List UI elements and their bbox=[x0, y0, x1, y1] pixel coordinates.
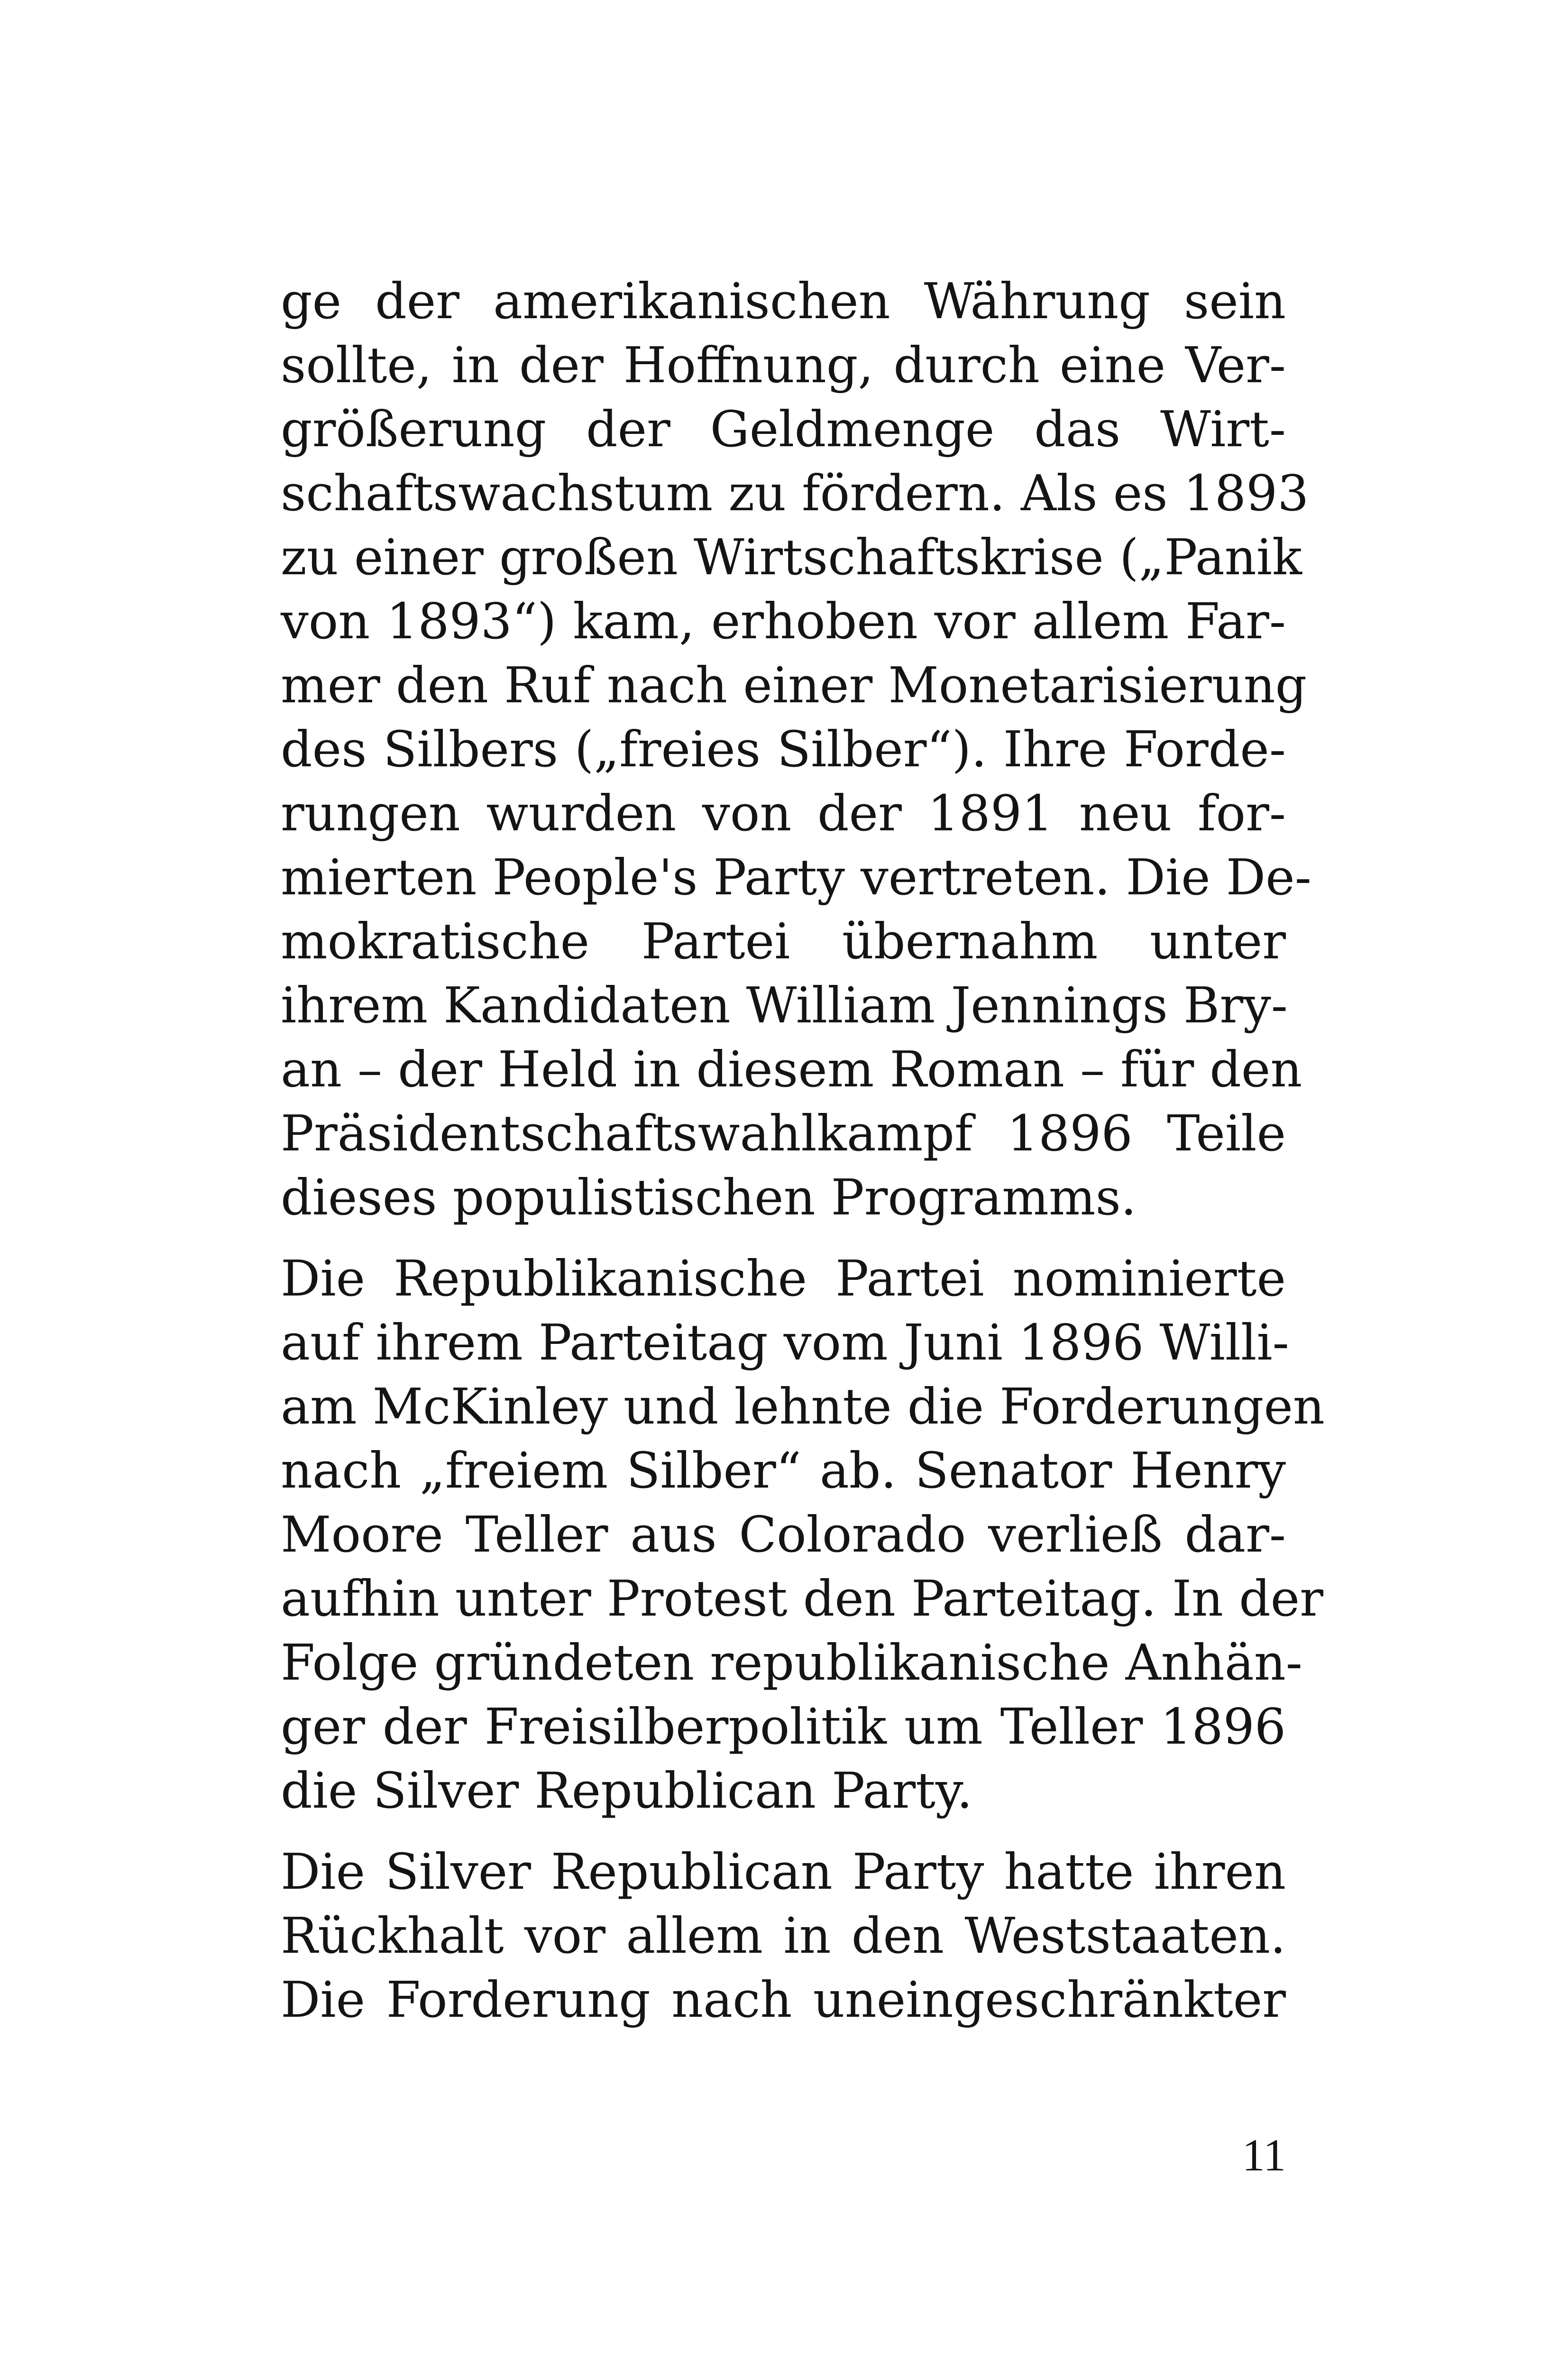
paragraph-1 bbox=[281, 269, 1311, 1230]
text-line: Die Silver Republican Party hatte ihren bbox=[281, 1843, 1286, 1901]
text-line: schaftswachstum zu fördern. Als es 1893 bbox=[281, 464, 1309, 522]
text-line: Folge gründeten republikanische Anhän- bbox=[281, 1634, 1302, 1691]
text-line: ger der Freisilberpolitik um Teller 1896 bbox=[281, 1698, 1286, 1755]
text-line: nach „freiem Silber“ ab. Senator Henry bbox=[281, 1442, 1286, 1499]
text-line: ihrem Kandidaten William Jennings Bry- bbox=[281, 976, 1288, 1034]
text-line: zu einer großen Wirtschaftskrise („Panik bbox=[281, 528, 1302, 586]
text-line: Die Forderung nach uneingeschränkter bbox=[281, 1971, 1286, 2029]
body-text bbox=[281, 269, 1325, 2032]
text-line: an – der Held in diesem Roman – für den bbox=[281, 1040, 1302, 1098]
text-line: rungen wurden von der 1891 neu for- bbox=[281, 784, 1286, 842]
paragraph-spacer bbox=[281, 1823, 1286, 1840]
paragraph-2 bbox=[281, 1247, 1325, 1823]
text-line: auf ihrem Parteitag vom Juni 1896 Willi- bbox=[281, 1314, 1289, 1371]
text-line: des Silbers („freies Silber“). Ihre Forde- bbox=[281, 720, 1286, 778]
paragraph-3 bbox=[281, 1840, 1286, 2032]
text-line: Moore Teller aus Colorado verließ dar- bbox=[281, 1506, 1286, 1563]
text-line: mokratische Partei übernahm unter bbox=[281, 912, 1286, 970]
text-line: sollte, in der Hoffnung, durch eine Ver- bbox=[281, 336, 1286, 394]
text-line: mierten People's Party vertreten. Die De- bbox=[281, 848, 1311, 906]
text-line: von 1893“) kam, erhoben vor allem Far- bbox=[281, 592, 1286, 650]
text-line: mer den Ruf nach einer Monetarisierung bbox=[281, 656, 1307, 714]
text-line: Präsidentschaftswahlkampf 1896 Teile bbox=[281, 1104, 1286, 1162]
text-line: dieses populistischen Programms. bbox=[281, 1168, 1137, 1226]
text-line: ge der amerikanischen Währung sein bbox=[281, 272, 1286, 330]
page-number: 11 bbox=[1242, 2130, 1286, 2180]
text-line: aufhin unter Protest den Parteitag. In der bbox=[281, 1570, 1323, 1627]
text-line: am McKinley und lehnte die Forderungen bbox=[281, 1378, 1325, 1435]
text-line: Rückhalt vor allem in den Weststaaten. bbox=[281, 1907, 1286, 1965]
text-line: Die Republikanische Partei nominierte bbox=[281, 1250, 1286, 1307]
paragraph-spacer bbox=[281, 1230, 1286, 1247]
text-line: größerung der Geldmenge das Wirt- bbox=[281, 400, 1286, 458]
text-line: die Silver Republican Party. bbox=[281, 1762, 972, 1820]
